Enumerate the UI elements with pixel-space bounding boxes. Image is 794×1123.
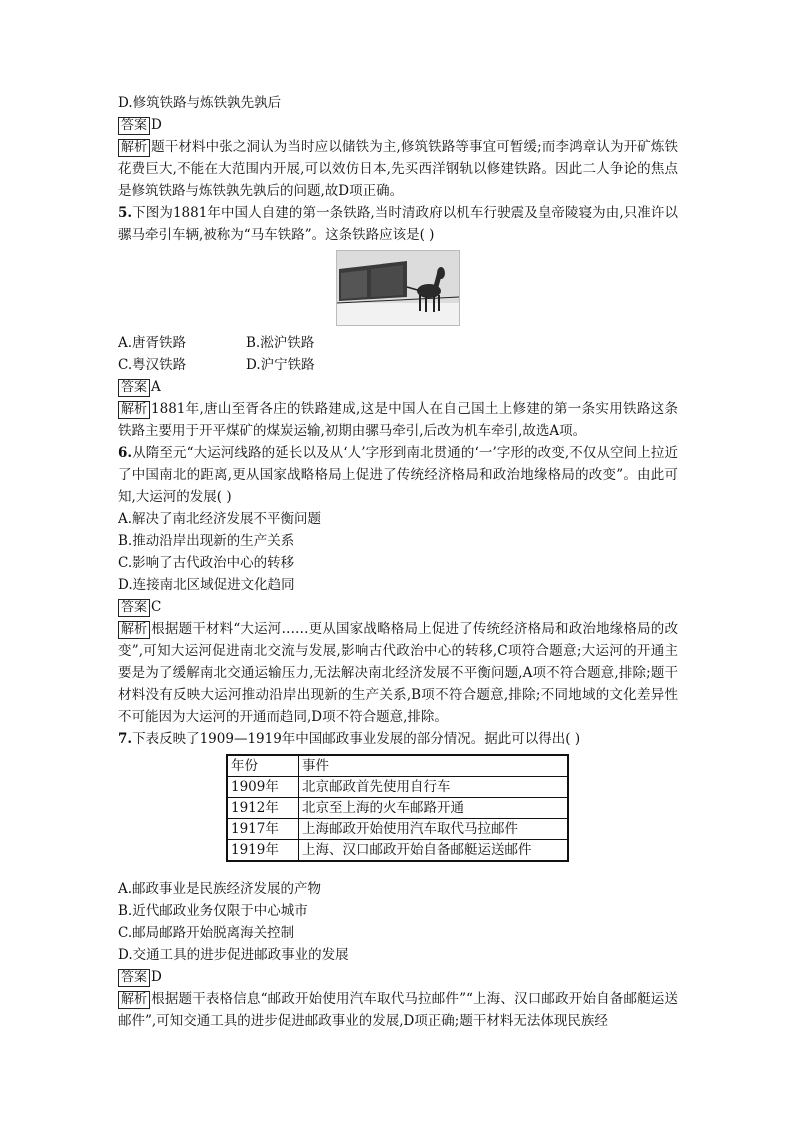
analysis-text: 1881年,唐山至胥各庄的铁路建成,这是中国人在自己国土上修建的第一条实用铁路这条铁路主要用于开平煤矿的煤炭运输,初期由骡马牵引,后改为机车牵引,故选A项。 xyxy=(118,401,678,439)
q4-analysis xyxy=(118,136,678,202)
cell-event: 北京至上海的火车邮路开通 xyxy=(299,798,569,819)
cell-year: 1917年 xyxy=(227,819,299,840)
cell-event: 北京邮政首先使用自行车 xyxy=(299,777,569,798)
question-number: 5. xyxy=(118,205,133,221)
q7-stem xyxy=(118,728,678,750)
q5-option-a[interactable]: A.唐胥铁路 xyxy=(118,335,187,351)
cell-year: 1909年 xyxy=(227,777,299,798)
question-number: 7. xyxy=(118,731,133,747)
q7-option-a[interactable]: A.邮政事业是民族经济发展的产物 xyxy=(118,881,322,897)
q5-option-c[interactable]: C.粤汉铁路 xyxy=(118,357,187,373)
analysis-tag: 解析 xyxy=(118,621,150,639)
q5-options-row-2 xyxy=(118,354,678,376)
header-event: 事件 xyxy=(299,755,569,777)
answer-tag: 答案 xyxy=(118,599,150,617)
q6-option-a[interactable]: A.解决了南北经济发展不平衡问题 xyxy=(118,511,322,527)
table-header-row xyxy=(227,755,568,777)
postal-events-table xyxy=(226,754,569,862)
cell-year: 1919年 xyxy=(227,840,299,862)
analysis-text: 根据题干材料“大运河……更从国家战略格局上促进了传统经济格局和政治地缘格局的改变”,可知大运河促进南北交流与发展,影响古代政治中心的转移,C项符合题意;大运河的开通主要是为了缓解南北交通运输压力,无法解决南北经济发展不平衡问题,A项不符合题意,排除;题干材料没有反映大运河推动沿岸出现新的生产关系,B项不符合题意,排除;不同地域的文化差异性不可能因为大运河的开通而趋同,D项不符合题意,排除。 xyxy=(118,621,678,725)
q5-answer xyxy=(118,376,678,398)
q6-option-d[interactable]: D.连接南北区域促进文化趋同 xyxy=(118,577,295,593)
q7-table-wrap xyxy=(226,754,678,862)
q6-analysis xyxy=(118,618,678,728)
table-row xyxy=(227,777,568,798)
answer-tag: 答案 xyxy=(118,117,150,135)
answer-value: A xyxy=(151,379,161,395)
answer-value: C xyxy=(151,599,162,615)
q7-answer xyxy=(118,966,678,988)
q5-stem xyxy=(118,202,678,246)
question-number: 6. xyxy=(118,445,133,461)
cell-event: 上海、汉口邮政开始自备邮艇运送邮件 xyxy=(299,840,569,862)
analysis-tag: 解析 xyxy=(118,991,150,1009)
question-text: 下图为1881年中国人自建的第一条铁路,当时清政府以机车行驶震及皇帝陵寝为由,只准许以骡马牵引车辆,被称为“马车铁路”。这条铁路应该是( ) xyxy=(118,205,678,243)
q6-option-b[interactable]: B.推动沿岸出现新的生产关系 xyxy=(118,533,295,549)
table-row xyxy=(227,819,568,840)
q5-figure xyxy=(118,250,678,326)
answer-tag: 答案 xyxy=(118,969,150,987)
q7-option-d[interactable]: D.交通工具的进步促进邮政事业的发展 xyxy=(118,947,349,963)
q5-options-row-1 xyxy=(118,332,678,354)
q7-option-c[interactable]: C.邮局邮路开始脱离海关控制 xyxy=(118,925,295,941)
table-row xyxy=(227,798,568,819)
cell-event: 上海邮政开始使用汽车取代马拉邮件 xyxy=(299,819,569,840)
answer-tag: 答案 xyxy=(118,379,150,397)
answer-value: D xyxy=(151,969,162,985)
answer-value: D xyxy=(151,117,162,133)
q5-option-b[interactable]: B.淞沪铁路 xyxy=(246,335,315,351)
cell-year: 1912年 xyxy=(227,798,299,819)
q7-analysis xyxy=(118,988,678,1032)
q5-option-d[interactable]: D.沪宁铁路 xyxy=(246,357,315,373)
q5-analysis xyxy=(118,398,678,442)
q6-stem xyxy=(118,442,678,508)
q7-option-b[interactable]: B.近代邮政业务仅限于中心城市 xyxy=(118,903,308,919)
analysis-text: 根据题干表格信息“邮政开始使用汽车取代马拉邮件”“上海、汉口邮政开始自备邮艇运送邮件”,可知交通工具的进步促进邮政事业的发展,D项正确;题干材料无法体现民族经 xyxy=(118,991,678,1029)
question-text: 下表反映了1909—1919年中国邮政事业发展的部分情况。据此可以得出( ) xyxy=(132,731,581,747)
analysis-text: 题干材料中张之洞认为当时应以储铁为主,修筑铁路等事宜可暂缓;而李鸿章认为开矿炼铁花费巨大,不能在大范围内开展,可以效仿日本,先买西洋钢轨以修建铁路。因此二人争论的焦点是修筑铁路与炼铁孰先孰后的问题,故D项正确。 xyxy=(118,139,678,199)
q4-answer xyxy=(118,114,678,136)
q6-answer xyxy=(118,596,678,618)
table-row xyxy=(227,840,568,862)
analysis-tag: 解析 xyxy=(118,139,150,157)
horse-railway-photo xyxy=(336,250,460,326)
q6-option-c[interactable]: C.影响了古代政治中心的转移 xyxy=(118,555,295,571)
horse-railway-photo-graphic xyxy=(337,251,459,325)
q4-option-d: D.修筑铁路与炼铁孰先孰后 xyxy=(118,95,282,111)
content-column xyxy=(118,92,678,1032)
header-year: 年份 xyxy=(227,755,299,777)
analysis-tag: 解析 xyxy=(118,401,150,419)
question-text: 从隋至元“大运河线路的延长以及从‘人’字形到南北贯通的‘一’字形的改变,不仅从空间上拉近了中国南北的距离,更从国家战略格局上促进了传统经济格局和政治地缘格局的改变”。由此可知,大运河的发展( ) xyxy=(118,445,678,505)
